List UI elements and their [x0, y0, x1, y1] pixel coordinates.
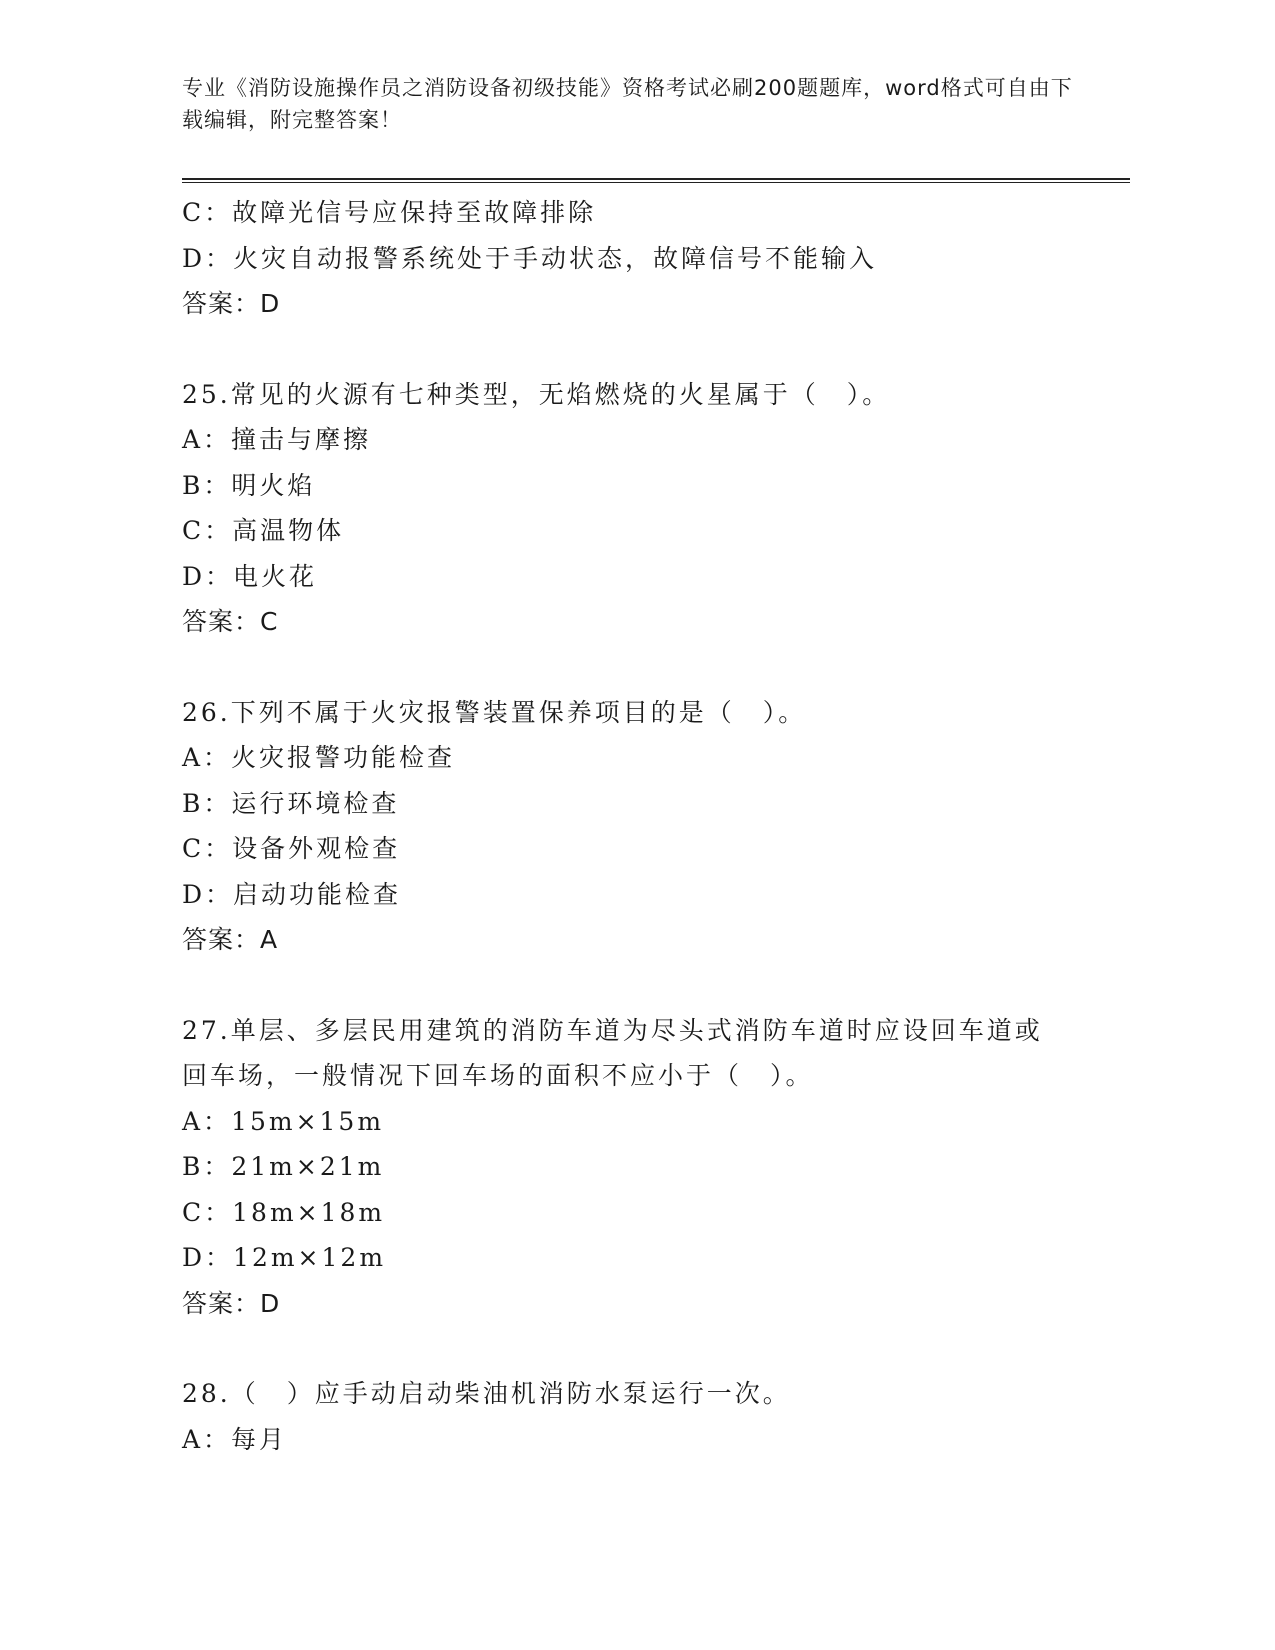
question-block-28	[182, 1371, 1102, 1462]
header-divider-thin	[182, 182, 1130, 183]
option-b: B：明火焰	[182, 470, 316, 500]
option-c: C：高温物体	[182, 516, 345, 545]
question-block-25	[182, 372, 1102, 645]
answer-line: 答案：C	[182, 607, 279, 636]
option-a: A：每月	[182, 1424, 288, 1454]
option-a: A：15m×15m	[182, 1106, 385, 1136]
question-block-24	[182, 190, 1102, 327]
option-c: C：故障光信号应保持至故障排除	[182, 198, 597, 227]
question-text: 26.下列不属于火灾报警装置保养项目的是（ ）。	[182, 697, 807, 727]
option-b: B：运行环境检查	[182, 788, 400, 818]
option-c: C：18m×18m	[182, 1197, 386, 1227]
option-d: D：火灾自动报警系统处于手动状态，故障信号不能输入	[182, 243, 878, 273]
question-text-line-1: 27.单层、多层民用建筑的消防车道为尽头式消防车道时应设回车道或	[182, 1015, 1043, 1045]
question-block-26	[182, 690, 1102, 963]
question-block-27	[182, 1008, 1102, 1327]
question-list	[182, 190, 1102, 1462]
option-d: D：启动功能检查	[182, 879, 402, 909]
option-d: D：电火花	[182, 561, 318, 591]
answer-line: 答案：D	[182, 1288, 281, 1318]
option-a: A：撞击与摩擦	[182, 425, 372, 454]
option-a: A：火灾报警功能检查	[182, 743, 456, 772]
document-header: 专业《消防设施操作员之消防设备初级技能》资格考试必刷200题题库，word格式可自由下载编辑，附完整答案！	[182, 76, 1073, 132]
answer-line: 答案：A	[182, 925, 279, 954]
option-b: B：21m×21m	[182, 1152, 385, 1181]
question-text-line-2: 回车场，一般情况下回车场的面积不应小于（ ）。	[182, 1061, 814, 1090]
header-divider-thick	[182, 178, 1130, 180]
option-d: D：12m×12m	[182, 1243, 387, 1272]
answer-line: 答案：D	[182, 289, 281, 318]
question-text: 28.（ ）应手动启动柴油机消防水泵运行一次。	[182, 1379, 791, 1408]
option-c: C：设备外观检查	[182, 834, 401, 863]
question-text: 25.常见的火源有七种类型，无焰燃烧的火星属于（ ）。	[182, 379, 891, 409]
